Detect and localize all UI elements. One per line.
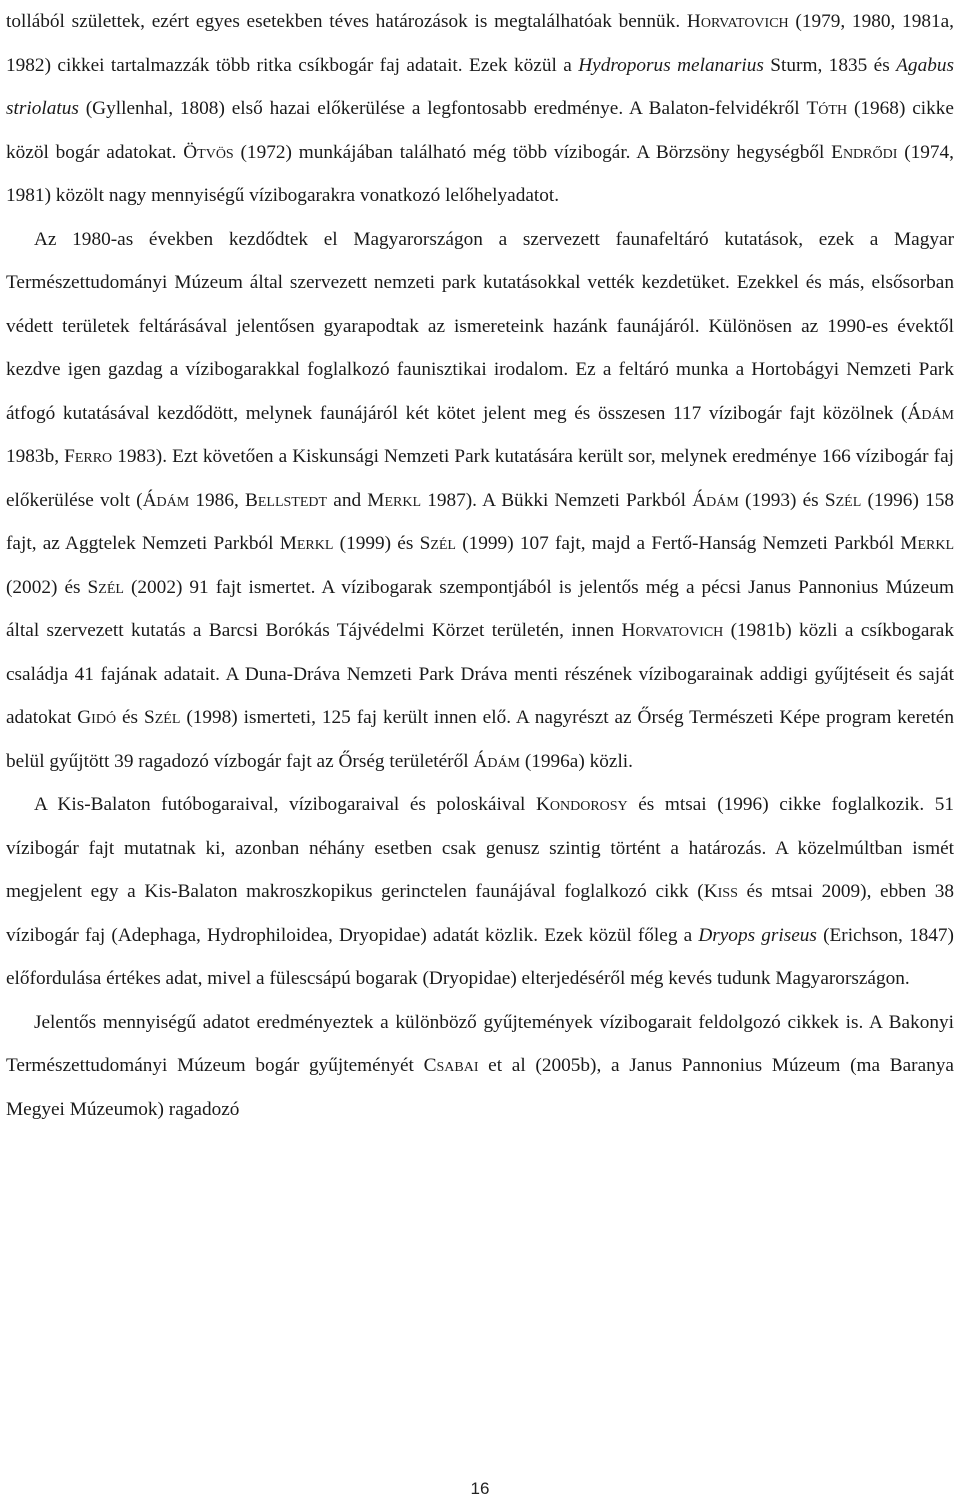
author-name: Ádám (142, 489, 190, 511)
author-name: Merkl (367, 489, 421, 511)
text-run: (2002) és (6, 576, 88, 598)
text-run: (2002) 91 fajt ismertet. A vízibogarak szempontjából is jelentős még a pécsi Janus Pannonius Múzeum által szervezett kutatás a Barcsi Borókás Tájvédelmi Körzet területén, innen (6, 576, 954, 641)
author-name: Szél (419, 533, 456, 554)
author-name: Szél (824, 489, 862, 511)
text-run: Jelentős mennyiségű adatot eredményeztek a különböző gyűjtemények vízibogarait feldolgozó cikkek is. A Bakonyi Természettudományi Múzeum bogár gyűjteményét (6, 1011, 954, 1076)
author-name: Merkl (900, 533, 954, 554)
text-run: 1983b, (6, 446, 65, 467)
author-name: Ádám (692, 489, 739, 511)
text-run: (1968) cikke közöl bogár adatokat. (6, 98, 954, 163)
text-run: és mtsai (1996) cikke foglalkozik. 51 vízibogár fajt mutatnak ki, azonban néhány esetben csak genusz szintig történt a határozás. A közelmúltban ismét megjelent egy a Kis-Balaton makroszkopikus gerinctelen faunájával foglalkozó cikk ( (6, 794, 954, 902)
text-run: és mtsai 2009), ebben 38 vízibogár faj (Adephaga, Hydrophiloidea, Dryopidae) adatát közlik. Ezek közül főleg a (6, 881, 955, 946)
text-run: and (327, 489, 368, 511)
italic-taxon-name: Hydroporus melanarius (578, 54, 764, 76)
body-text (6, 0, 954, 1131)
text-run: A Kis-Balaton futóbogaraival, vízibogaraival és poloskáival (34, 794, 536, 815)
author-name: Kiss (703, 881, 738, 902)
document-page (6, 0, 954, 1509)
author-name: Tóth (806, 98, 848, 119)
author-name: Bellstedt (244, 489, 328, 511)
text-run: tollából születtek, ezért egyes esetekben téves határozások is megtalálhatóak bennük. (6, 11, 687, 32)
text-run: 1987). A Bükki Nemzeti Parkból (421, 489, 693, 511)
text-run: (1996a) közli. (520, 750, 633, 772)
author-name: Horvatovich (686, 11, 789, 32)
text-run: és (116, 707, 144, 728)
text-run: (1993) és (738, 489, 825, 511)
author-name: Ádám (907, 402, 954, 424)
italic-taxon-name: Dryops griseus (698, 924, 817, 946)
author-name: Merkl (279, 533, 334, 554)
text-run: et al (2005b), a Janus Pannonius Múzeum (ma Baranya Megyei Múzeumok) ragadozó (6, 1055, 954, 1120)
page-number: 16 (470, 1479, 490, 1498)
text-run: 1983). Ezt követően a Kiskunsági Nemzeti Park kutatására került sor, melynek eredménye 166 vízibogár faj előkerülése volt ( (6, 446, 955, 511)
author-name: Ferro (64, 446, 113, 467)
author-name: Csabai (423, 1055, 479, 1076)
text-run: (Gyllenhal, 1808) első hazai előkerülése a legfontosabb eredménye. A Balaton-felvidékről (78, 98, 807, 119)
text-run: (1998) ismerteti, 125 faj került innen elő. A nagyrészt az Őrség Természeti Képe program keretén belül gyűjtött 39 ragadozó vízbogár fajt az Őrség területéről (6, 707, 955, 772)
text-run: Sturm, 1835 és (763, 54, 897, 76)
text-run: (1979, 1980, 1981a, 1982) cikkei tartalmazzák több ritka csíkbogár faj adatait. Ezek közül a (6, 11, 954, 76)
paragraph (6, 783, 954, 1001)
paragraph (6, 1001, 954, 1132)
paragraph (6, 0, 954, 218)
author-name: Szél (144, 707, 181, 728)
paragraph (6, 218, 954, 784)
italic-taxon-name: Agabus striolatus (6, 54, 954, 119)
author-name: Ádám (473, 750, 520, 772)
author-name: Horvatovich (621, 620, 724, 641)
text-run: (Erichson, 1847) előfordulása értékes adat, mivel a fülescsápú bogarak (Dryopidae) elterjedéséről még kevés tudunk Magyarországon. (6, 924, 954, 989)
text-run: (1999) 107 fajt, majd a Fertő-Hanság Nemzeti Parkból (455, 533, 901, 554)
text-run: 1986, (189, 489, 245, 511)
author-name: Kondorosy (535, 794, 628, 815)
text-run: (1974, 1981) közölt nagy mennyiségű vízibogarakra vonatkozó lelőhelyadatot. (6, 141, 954, 206)
author-name: Gidó (77, 707, 117, 728)
text-run: Az 1980-as években kezdődtek el Magyarországon a szervezett faunafeltáró kutatások, ezek a Magyar Természettudományi Múzeum által szervezett nemzeti park kutatásokkal vették kezdetüket. Ezekkel és más, elsősorban védett területek feltárásával jelentősen gyarapodtak az ismereteink hazánk faunájáról. Különösen az 1990-es évektől kezdve igen gazdag a vízibogarakkal foglalkozó faunisztikai irodalom. Ez a feltáró munka a Hortobágyi Nemzeti Park átfogó kutatásával kezdődött, melynek faunájáról két kötet jelent meg és összesen 117 vízibogár fajt közölnek ( (6, 228, 954, 424)
author-name: Ötvös (183, 141, 234, 163)
text-run: (1981b) közli a csíkbogarak családja 41 fajának adatait. A Duna-Dráva Nemzeti Park Dráva menti részének vízibogarainak addigi gyűjtéseit és saját adatokat (6, 620, 954, 728)
text-run: (1996) 158 fajt, az Aggtelek Nemzeti Parkból (6, 489, 954, 554)
author-name: Endrődi (831, 141, 898, 163)
text-run: (1972) munkájában található még több vízibogár. A Börzsöny hegységből (233, 141, 832, 163)
text-run: (1999) és (333, 533, 420, 554)
author-name: Szél (87, 576, 124, 598)
